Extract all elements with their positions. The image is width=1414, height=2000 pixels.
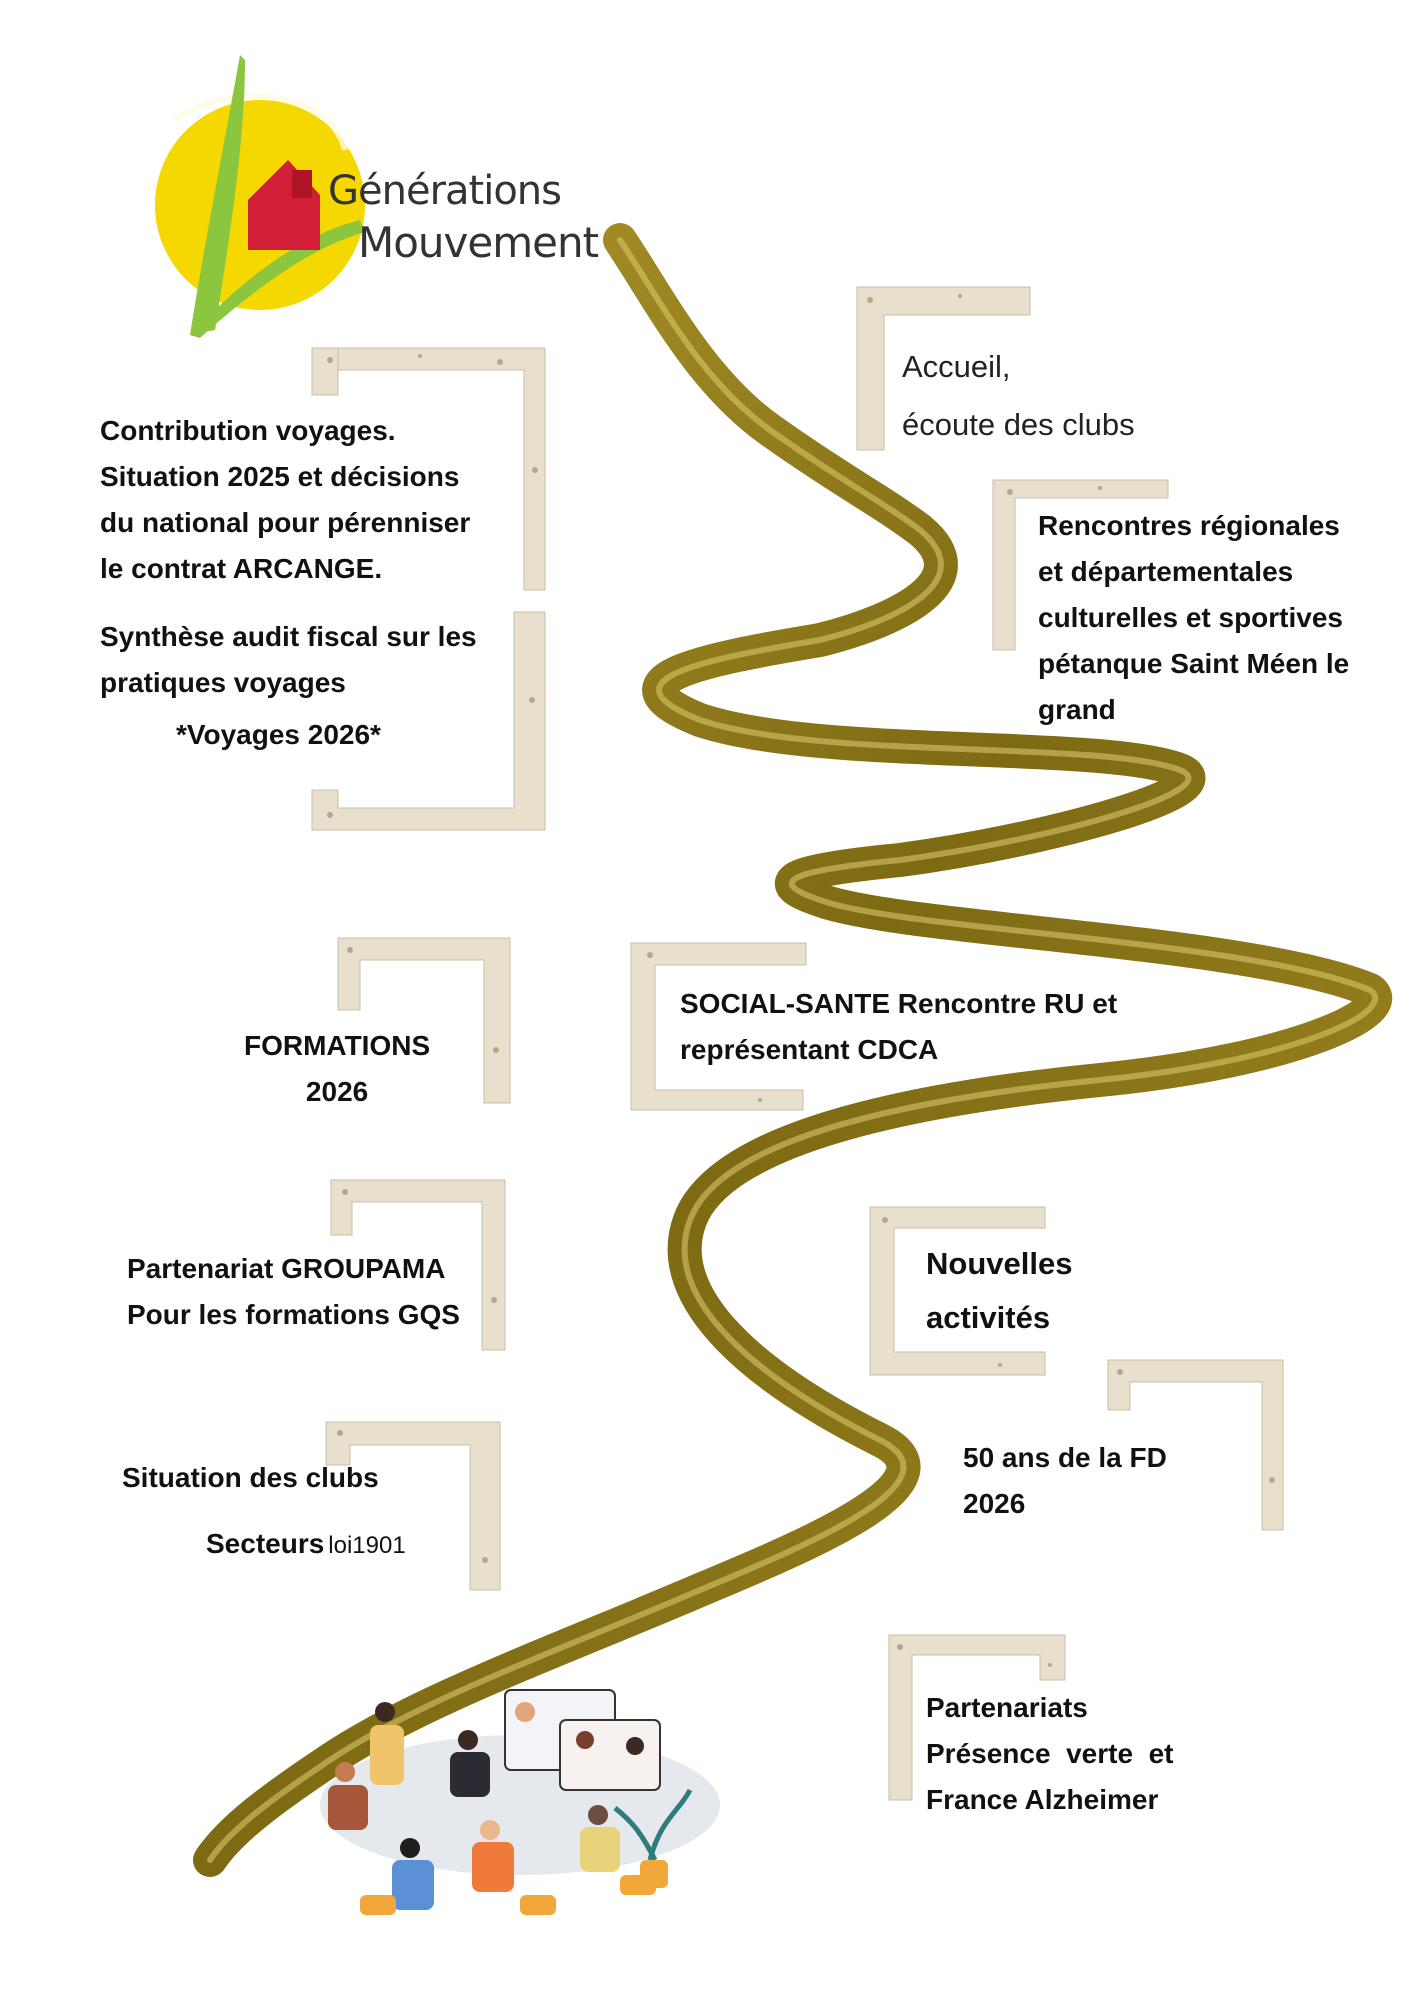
partenariats-line: Partenariats [926,1692,1088,1723]
nouvelles-line: Nouvelles [926,1246,1073,1281]
accueil-block [902,338,1135,454]
clubs-secteurs-line [206,1521,406,1569]
rencontres-line: grand [1038,694,1116,725]
groupama-line: Partenariat GROUPAMA [127,1253,446,1284]
clubs-title: Situation des clubs [122,1462,379,1493]
accueil-line: écoute des clubs [902,407,1135,442]
voyages-line: Contribution voyages. [100,415,396,446]
voyages-line: Situation 2025 et décisions [100,461,460,492]
anniversaire-line: 2026 [963,1488,1026,1519]
groupama-line: Pour les formations GQS [127,1299,460,1330]
logo-line2: Mouvement [358,218,599,267]
social-sante-block [680,981,1117,1073]
audit-line: pratiques voyages [100,667,346,698]
partenariats-block [926,1685,1174,1823]
clubs-loi: loi1901 [328,1532,406,1559]
rencontres-block [1038,503,1349,733]
formations-block [244,1023,430,1115]
nouvelles-line: activités [926,1300,1051,1335]
voyages-2026-highlight: *Voyages 2026* [176,719,381,750]
social-line: SOCIAL-SANTE Rencontre RU et [680,988,1118,1019]
nouvelles-activites-block [926,1237,1072,1345]
rencontres-line: culturelles et sportives [1038,602,1344,633]
audit-block [100,614,477,706]
rencontres-line: Rencontres régionales [1038,510,1340,541]
rencontres-line: et départementales [1038,556,1294,587]
formations-title: FORMATIONS [244,1030,431,1061]
rencontres-line: pétanque Saint Méen le [1038,648,1350,679]
clubs-secteurs: Secteurs [206,1528,325,1559]
partenariats-line: France Alzheimer [926,1784,1159,1815]
groupama-block [127,1246,460,1338]
anniversaire-line: 50 ans de la FD [963,1442,1167,1473]
social-line: représentant CDCA [680,1034,939,1065]
audit-line: Synthèse audit fiscal sur les [100,621,477,652]
voyages-block [100,408,470,592]
voyages-line: du national pour pérenniser [100,507,471,538]
logo-line1: Générations [328,168,561,214]
voyages-line: le contrat ARCANGE. [100,553,383,584]
anniversaire-block [963,1435,1167,1527]
partenariats-line: Présence verte et [926,1738,1174,1769]
accueil-line: Accueil, [902,349,1011,384]
formations-year: 2026 [305,1076,369,1107]
